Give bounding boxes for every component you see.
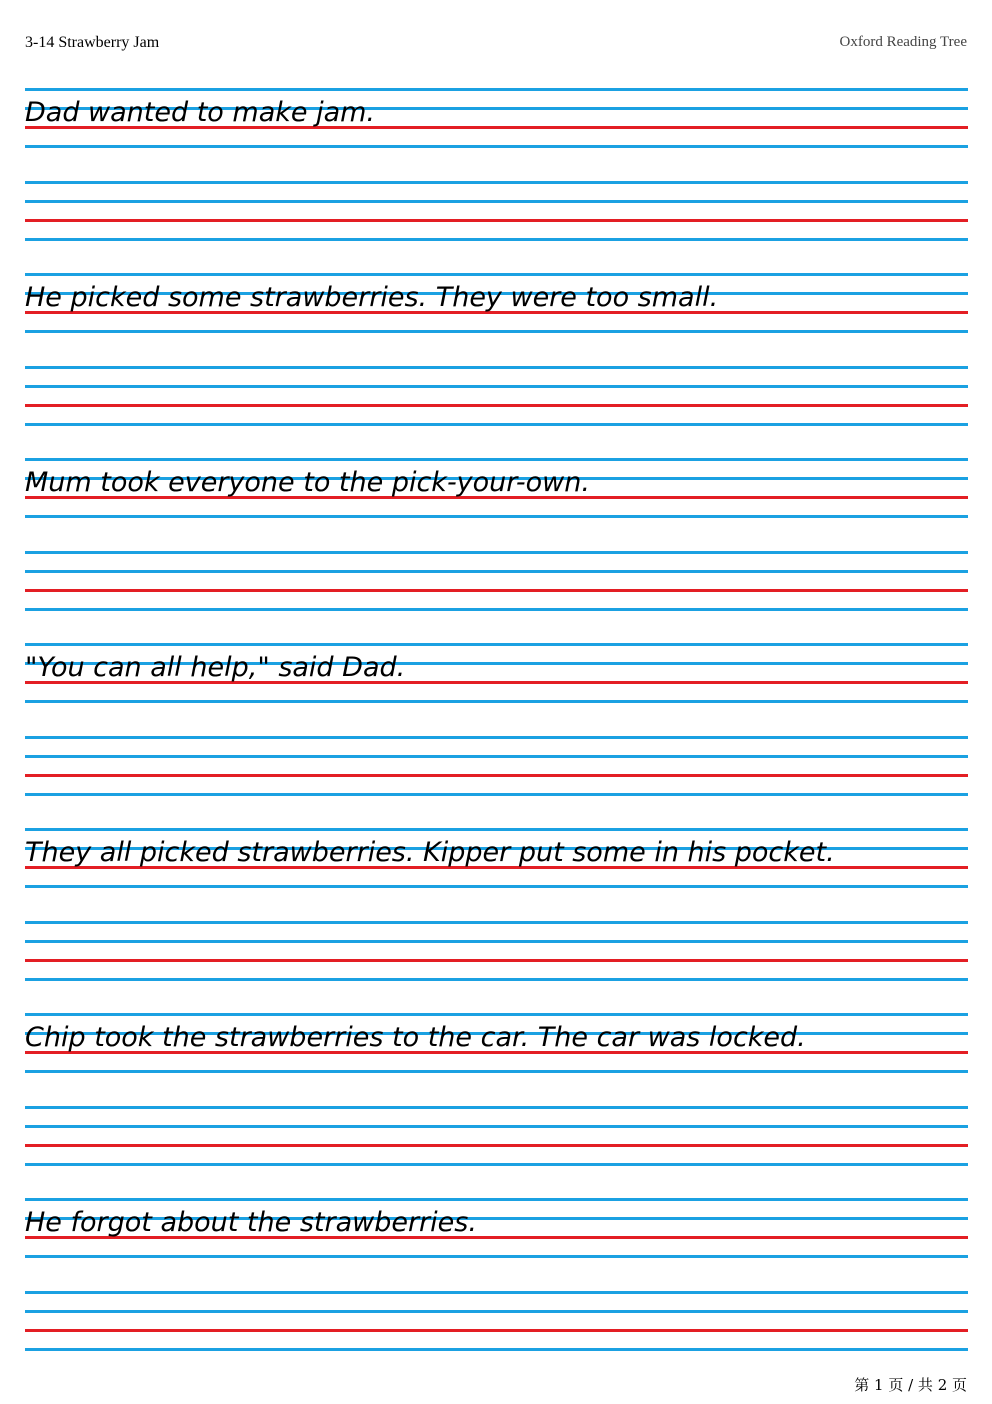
guide-line — [25, 551, 968, 554]
guide-line — [25, 940, 968, 943]
worksheet-title: 3-14 Strawberry Jam — [25, 34, 160, 51]
sentence-text: Mum took everyone to the pick-your-own. — [25, 467, 590, 498]
guide-line — [25, 1310, 968, 1313]
guide-line — [25, 423, 968, 426]
handwriting-block — [25, 273, 968, 444]
guide-line — [25, 700, 968, 703]
guide-line — [25, 181, 968, 184]
guide-line — [25, 793, 968, 796]
guide-line — [25, 1198, 968, 1201]
base-line — [25, 1144, 968, 1147]
guide-line — [25, 1163, 968, 1166]
handwriting-block — [25, 828, 968, 999]
guide-line — [25, 828, 968, 831]
guide-line — [25, 458, 968, 461]
guide-line — [25, 238, 968, 241]
guide-line — [25, 88, 968, 91]
guide-line — [25, 145, 968, 148]
guide-line — [25, 608, 968, 611]
series-name: Oxford Reading Tree — [839, 34, 967, 50]
base-line — [25, 404, 968, 407]
sentence-text: He picked some strawberries. They were too small. — [25, 282, 719, 313]
base-line — [25, 589, 968, 592]
base-line — [25, 774, 968, 777]
guide-line — [25, 570, 968, 573]
guide-line — [25, 200, 968, 203]
guide-line — [25, 1255, 968, 1258]
handwriting-block — [25, 643, 968, 814]
guide-line — [25, 330, 968, 333]
sentence-text: Chip took the strawberries to the car. The car was locked. — [25, 1022, 806, 1053]
guide-line — [25, 385, 968, 388]
sentence-text: He forgot about the strawberries. — [25, 1207, 477, 1238]
page-number: 第 1 页 / 共 2 页 — [854, 1376, 967, 1394]
sentence-text: "You can all help," said Dad. — [25, 652, 406, 683]
guide-line — [25, 643, 968, 646]
guide-line — [25, 273, 968, 276]
handwriting-block — [25, 1198, 968, 1369]
guide-line — [25, 1125, 968, 1128]
guide-line — [25, 1291, 968, 1294]
guide-line — [25, 978, 968, 981]
guide-line — [25, 1013, 968, 1016]
guide-line — [25, 921, 968, 924]
guide-line — [25, 736, 968, 739]
guide-line — [25, 1070, 968, 1073]
base-line — [25, 1329, 968, 1332]
sentence-text: They all picked strawberries. Kipper put some in his pocket. — [25, 837, 835, 868]
guide-line — [25, 366, 968, 369]
guide-line — [25, 755, 968, 758]
base-line — [25, 219, 968, 222]
handwriting-block — [25, 88, 968, 259]
guide-line — [25, 1348, 968, 1351]
guide-line — [25, 885, 968, 888]
handwriting-block — [25, 458, 968, 629]
guide-line — [25, 1106, 968, 1109]
sentence-text: Dad wanted to make jam. — [25, 97, 376, 128]
handwriting-block — [25, 1013, 968, 1184]
guide-line — [25, 515, 968, 518]
base-line — [25, 959, 968, 962]
